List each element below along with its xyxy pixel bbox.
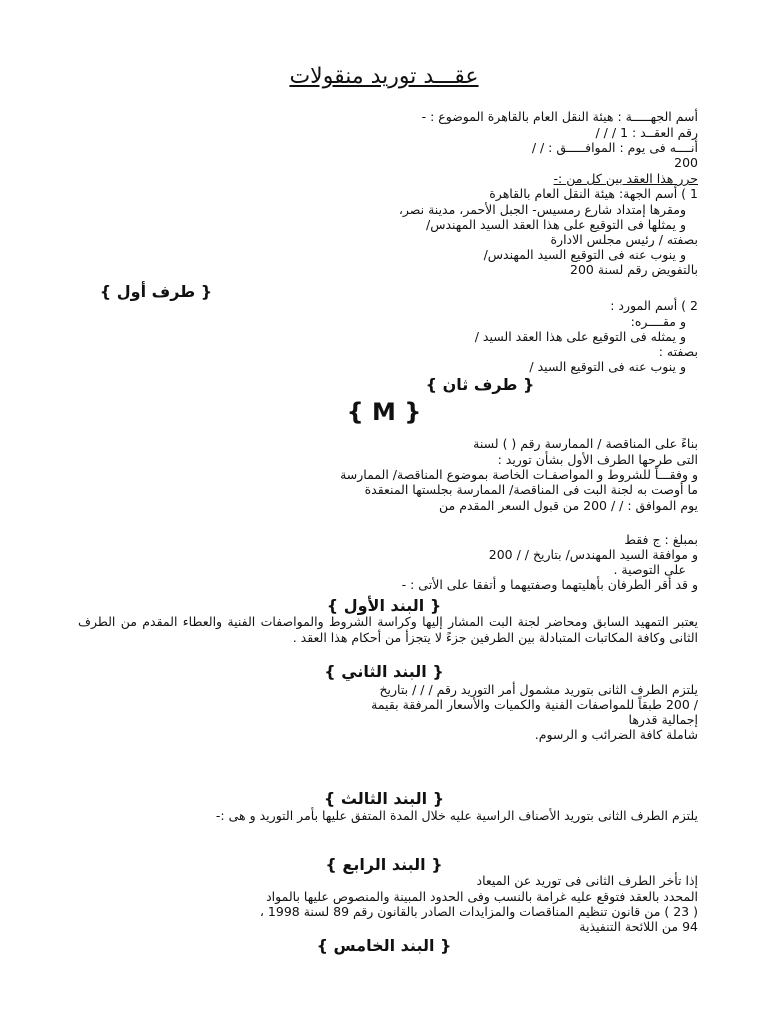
clause5-heading: { البند الخامس } [316, 936, 452, 955]
preamble-line-9: و قد أقر الطرفان بأهليتهما وصفتيهما و أتفقا على الأتى : - [401, 577, 698, 592]
clause4-line-2: المحدد بالعقد فتوقع عليه غرامة بالنسب وفى الحدود المبينة والمنصوص عليها بالمواد [266, 889, 698, 904]
clause4-line-1: إذا تأخر الطرف الثانى فى توريد عن الميعاد [476, 873, 698, 888]
party2-label: { طرف ثان } [425, 375, 535, 394]
preamble-line-4: ما أوصت به لجنة البت فى المناقصة/ الممارسة بجلستها المنعقدة [364, 482, 698, 497]
party1-label: { طرف أول } [99, 282, 213, 301]
clause4-line-3: ( 23 ) من قانون تنظيم المناقصات والمزايدات الصادر بالقانون رقم 89 لسنة 1998 ، [259, 904, 698, 919]
party1-capacity: بصفته / رئيس مجلس الادارة [550, 232, 698, 247]
party2-supplier: 2 ) أسم المورد : [610, 298, 698, 313]
contract-title: عقـــد توريد منقولات [289, 64, 479, 89]
header-entity-subject: أسم الجهـــــة : هيئة النقل العام بالقاهرة الموضوع : - [421, 109, 698, 124]
clause4-heading: { البند الرابع } [325, 855, 443, 874]
preamble-line-6: بمبلغ : ج فقط [624, 532, 698, 547]
clause2-line-1: يلتزم الطرف الثانى بتوريد مشمول أمر التوريد رقم / / / بتاريخ [379, 682, 698, 697]
party2-deputy: و ينوب عنه فى التوقيع السيد / [529, 359, 686, 374]
preamble-line-7: و موافقة السيد المهندس/ بتاريخ / / 200 [488, 547, 698, 562]
clause2-line-3: إجمالية قدرها [628, 712, 698, 727]
party2-capacity: بصفته : [658, 344, 698, 359]
party1-authorization: بالتفويض رقم لسنة 200 [570, 262, 698, 277]
header-contract-number: رقم العقــد : 1 / / / [595, 125, 698, 140]
intro-line: حرر هذا العقد بين كل من :- [553, 171, 698, 186]
party1-address: ومقرها إمتداد شارع رمسيس- الجبل الأحمر، مدينة نصر، [398, 202, 686, 217]
clause2-line-2: / 200 طبقاً للمواصفات الفنية والكميات والأسعار المرفقة بقيمة [371, 697, 698, 712]
party2-address: و مقــــره: [630, 314, 686, 329]
header-year: 200 [674, 155, 698, 170]
preamble-line-8: على التوصية . [613, 562, 686, 577]
preamble-line-1: بناءً على المناقصة / الممارسة رقم ( ) لسنة [473, 436, 698, 451]
clause2-line-4: شاملة كافة الضرائب و الرسوم. [534, 727, 698, 742]
preamble-heading: { M } [346, 398, 422, 426]
header-date: أنــــه فى يوم : الموافـــــق : / / [531, 140, 698, 155]
party1-representative: و يمثلها فى التوقيع على هذا العقد السيد المهندس/ [426, 217, 686, 232]
preamble-line-3: و وفقـــاً للشروط و المواصفـات الخاصة بموضوع المناقصة/ الممارسة [340, 467, 698, 482]
clause1-text: يعتبر التمهيد السابق ومحاضر لجنة البت المشار إليها وكراسة الشروط والمواصفات الفنية والعطاء المقدم من الطرف الثانى وكافة المكاتبات المتبادلة بين الطرفين جزءً لا يتجزأ من أحكام هذا العقد . [78, 614, 698, 645]
party1-deputy: و ينوب عنه فى التوقيع السيد المهندس/ [483, 247, 686, 262]
clause4-line-4: 94 من اللائحة التنفيذية [579, 919, 698, 934]
party1-entity: 1 ) أسم الجهة: هيئة النقل العام بالقاهرة [489, 186, 698, 201]
preamble-line-5: يوم الموافق : / / 200 من قبول السعر المقدم من [439, 498, 698, 513]
clause2-heading: { البند الثاني } [324, 662, 444, 681]
party2-representative: و يمثله فى التوقيع على هذا العقد السيد / [474, 329, 686, 344]
clause3-heading: { البند الثالث } [323, 789, 445, 808]
preamble-line-2: التى طرحها الطرف الأول بشأن توريد : [497, 452, 698, 467]
clause3-text: يلتزم الطرف الثانى بتوريد الأصناف الراسية عليه خلال المدة المتفق عليها بأمر التوريد و هى :- [215, 808, 698, 823]
clause1-heading: { البند الأول } [326, 596, 442, 615]
